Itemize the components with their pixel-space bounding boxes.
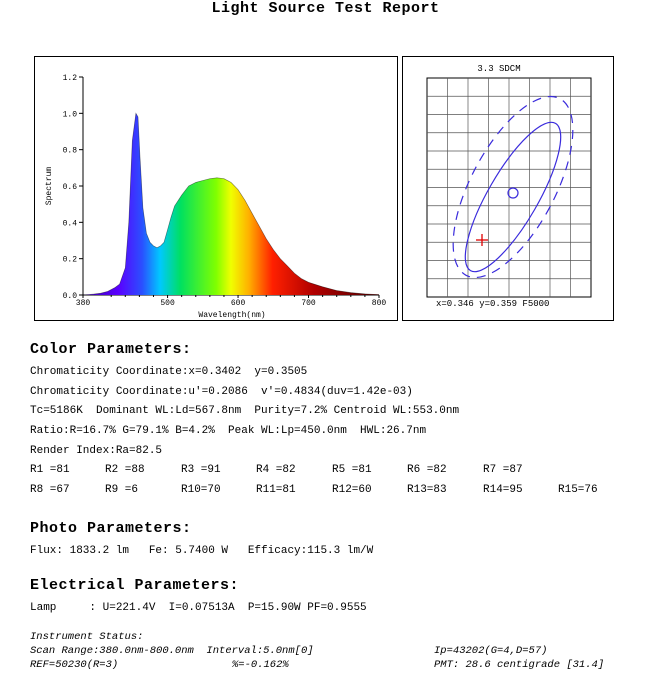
x-axis-label: Wavelength(nm) — [198, 311, 266, 320]
y-axis-label: Spectrum — [45, 166, 54, 206]
r-value: R4 =82 — [256, 464, 296, 476]
spectrum-area — [83, 113, 379, 295]
target-point-circle — [508, 188, 518, 198]
r-value: R11=81 — [256, 484, 296, 496]
y-tick-label: 1.2 — [62, 74, 77, 83]
ref-value: REF=50230(R=3) — [30, 659, 119, 671]
r-value: R2 =88 — [105, 464, 145, 476]
percent-value: %=-0.162% — [232, 659, 289, 671]
color-params-heading: Color Parameters: — [30, 341, 192, 358]
pmt-value: PMT: 28.6 centigrade [31.4] — [434, 659, 605, 671]
r-value: R8 =67 — [30, 484, 70, 496]
r-value: R7 =87 — [483, 464, 523, 476]
y-tick-label: 0.2 — [62, 255, 77, 265]
sdcm-diagram — [403, 57, 613, 320]
r-value: R15=76 — [558, 484, 598, 496]
y-tick-label: 0.0 — [62, 292, 77, 301]
y-tick-label: 0.6 — [62, 183, 77, 192]
x-tick-label: 600 — [230, 299, 246, 308]
sdcm-panel — [402, 56, 614, 321]
render-index: Render Index:Ra=82.5 — [30, 445, 163, 457]
r-value: R1 =81 — [30, 464, 70, 476]
r-value: R3 =91 — [181, 464, 221, 476]
lamp-line: Lamp : U=221.4V I=0.07513A P=15.90W PF=0.9555 — [30, 602, 367, 614]
ratio-line: Ratio:R=16.7% G=79.1% B=4.2% Peak WL:Lp=450.0nm HWL:26.7nm — [30, 425, 427, 437]
x-tick-label: 500 — [160, 299, 175, 308]
r-value: R6 =82 — [407, 464, 447, 476]
photo-params-heading: Photo Parameters: — [30, 520, 192, 537]
x-tick-label: 380 — [75, 299, 91, 308]
ip-value: Ip=43202(G=4,D=57) — [434, 645, 548, 657]
r-value: R9 =6 — [105, 484, 139, 496]
y-tick-label: 1.0 — [62, 110, 77, 120]
r-value: R13=83 — [407, 484, 447, 496]
r-value: R10=70 — [181, 484, 221, 496]
spectrum-chart — [35, 57, 397, 320]
scan-range: Scan Range:380.0nm-800.0nm Interval:5.0nm[0] — [30, 645, 314, 657]
outer-ellipse-dashed — [429, 79, 597, 295]
chromaticity-xy: Chromaticity Coordinate:x=0.3402 y=0.3505 — [30, 366, 308, 378]
x-tick-label: 800 — [371, 299, 387, 308]
spectrum-chart-panel — [34, 56, 398, 321]
sdcm-readout: x=0.346 y=0.359 F5000 — [436, 299, 550, 309]
sdcm-grid — [427, 78, 591, 297]
electrical-params-heading: Electrical Parameters: — [30, 577, 240, 594]
y-tick-label: 0.8 — [62, 146, 77, 156]
tc-line: Tc=5186K Dominant WL:Ld=567.8nm Purity=7.2% Centroid WL:553.0nm — [30, 405, 460, 417]
sdcm-title: 3.3 SDCM — [477, 64, 521, 74]
r-value: R14=95 — [483, 484, 523, 496]
flux-line: Flux: 1833.2 lm Fe: 5.7400 W Efficacy:115.3 lm/W — [30, 545, 374, 557]
measured-point-cross — [476, 234, 488, 246]
r-value: R12=60 — [332, 484, 372, 496]
y-tick-label: 0.4 — [62, 219, 77, 229]
x-tick-label: 700 — [301, 299, 316, 308]
r-value: R5 =81 — [332, 464, 372, 476]
report-title: Light Source Test Report — [211, 0, 440, 17]
chromaticity-uv: Chromaticity Coordinate:u'=0.2086 v'=0.4834(duv=1.42e-03) — [30, 386, 413, 398]
instrument-heading: Instrument Status: — [30, 631, 144, 643]
